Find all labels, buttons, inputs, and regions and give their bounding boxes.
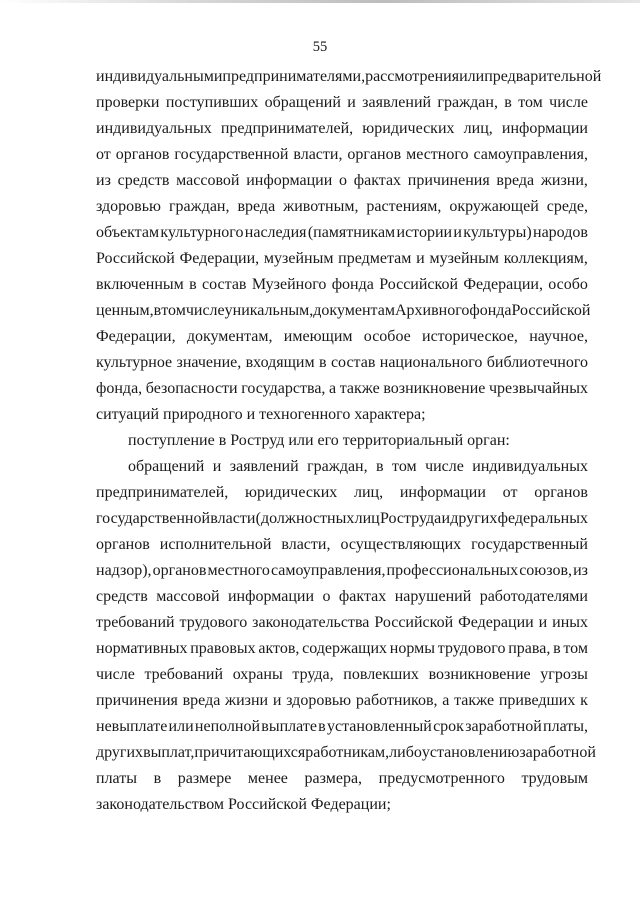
scan-edge xyxy=(0,0,640,3)
word: юридических xyxy=(362,120,455,137)
word: фактах xyxy=(338,588,387,605)
word: работников, xyxy=(355,692,438,709)
text-line xyxy=(96,116,588,142)
word: национального xyxy=(379,354,483,371)
word: работникам, xyxy=(305,744,390,761)
word: трудовым xyxy=(521,770,588,787)
word: фонда, xyxy=(96,380,143,397)
word: осуществляющих xyxy=(340,536,462,553)
word: состав xyxy=(330,354,376,371)
word: информации xyxy=(399,484,486,501)
text-line xyxy=(96,90,588,116)
page-number: 55 xyxy=(312,39,328,55)
word: либо xyxy=(389,744,422,761)
word: рассмотрения xyxy=(365,68,460,85)
word: органов xyxy=(96,536,150,553)
word: нарушений xyxy=(394,588,472,605)
word: фонда xyxy=(331,276,374,293)
word: Российской xyxy=(96,250,175,267)
word: территориальный xyxy=(342,432,464,449)
word: фактах xyxy=(353,172,402,189)
word: техногенного xyxy=(259,406,351,423)
word: музейным xyxy=(263,250,334,267)
text-line xyxy=(96,766,588,792)
word: значение, xyxy=(176,354,242,371)
text-line xyxy=(96,428,588,454)
word: государственной xyxy=(96,510,211,527)
word: и xyxy=(453,224,462,241)
word: работодателями xyxy=(479,588,588,605)
word: органов xyxy=(152,562,207,579)
word: поступивших xyxy=(165,94,259,111)
word: (памятникам xyxy=(307,224,396,241)
word: власти xyxy=(210,510,256,527)
word: поступление xyxy=(128,432,215,449)
word: вреда xyxy=(237,198,276,215)
word: в xyxy=(376,458,384,475)
word: числе xyxy=(425,458,464,475)
word: особое xyxy=(363,328,411,345)
word: исполнительной xyxy=(159,536,272,553)
word: народов xyxy=(533,224,588,241)
word: Российской xyxy=(228,796,307,813)
word: Российской xyxy=(374,614,454,631)
word: массовой xyxy=(176,172,240,189)
word: том xyxy=(392,458,417,475)
word: о xyxy=(322,588,331,605)
word: имеющим xyxy=(283,328,353,345)
word: наследия xyxy=(244,224,307,241)
word: или xyxy=(168,718,194,735)
word: союзов, xyxy=(519,562,573,579)
word: в xyxy=(319,354,327,371)
word: средств xyxy=(96,588,148,605)
body-text xyxy=(96,64,602,818)
word: других xyxy=(450,510,498,527)
word: самоуправления, xyxy=(270,562,386,579)
word: ценным, xyxy=(96,302,154,319)
text-line xyxy=(96,298,591,324)
word: нормативных xyxy=(96,640,188,657)
word: профессиональных xyxy=(386,562,519,579)
word: в xyxy=(189,276,197,293)
word: особо xyxy=(548,276,588,293)
word: Федерации, xyxy=(96,328,176,345)
word: лиц, xyxy=(354,484,384,501)
word: Роструд xyxy=(230,432,285,449)
word: в xyxy=(318,718,326,735)
text-line xyxy=(96,636,588,662)
word: требований xyxy=(144,666,224,683)
word: власти, xyxy=(293,146,343,163)
word: вреда xyxy=(496,172,535,189)
text-line xyxy=(96,558,588,584)
word: безопасности xyxy=(145,380,238,397)
word: местного xyxy=(406,146,469,163)
word: объектам xyxy=(96,224,160,241)
word: граждан, xyxy=(437,94,498,111)
word: индивидуальных xyxy=(472,458,588,475)
text-line xyxy=(96,272,588,298)
word: числе xyxy=(185,302,225,319)
text-line xyxy=(96,350,588,376)
word: предпринимателями, xyxy=(222,68,366,85)
word: правовых xyxy=(190,640,256,657)
word: к xyxy=(580,692,588,709)
word: и xyxy=(416,250,425,267)
word: его xyxy=(317,432,339,449)
text-line xyxy=(96,610,588,636)
word: культуры) xyxy=(463,224,532,241)
word: обращений xyxy=(128,458,205,475)
word: историческое, xyxy=(422,328,518,345)
word: информации xyxy=(246,172,333,189)
word: размере xyxy=(177,770,232,787)
text-line xyxy=(96,480,588,506)
word: федеральных xyxy=(497,510,588,527)
word: права, xyxy=(508,640,551,657)
word: иных xyxy=(552,614,588,631)
word: причинения xyxy=(96,692,178,709)
word: охраны xyxy=(232,666,283,683)
text-line xyxy=(96,688,588,714)
word: том xyxy=(518,94,543,111)
word: жизни xyxy=(225,692,269,709)
word: характера; xyxy=(354,406,426,423)
word: законодательством xyxy=(96,796,225,813)
text-line xyxy=(96,168,588,194)
word: Федерации, xyxy=(179,250,260,267)
word: из xyxy=(573,562,588,579)
word: предпринимателей, xyxy=(220,120,354,137)
word: требований xyxy=(96,614,175,631)
word: установлению xyxy=(421,744,520,761)
word: органов xyxy=(115,146,170,163)
word: обращений xyxy=(264,94,341,111)
word: включенным xyxy=(96,276,184,293)
word: ситуаций xyxy=(96,406,160,423)
word: заработной xyxy=(519,744,596,761)
word: Российской xyxy=(379,276,459,293)
word: и xyxy=(441,510,451,527)
word: чрезвычайных xyxy=(488,380,588,397)
word: возникновение xyxy=(383,380,486,397)
word: средств xyxy=(117,172,170,189)
word: нормы xyxy=(389,640,435,657)
text-line xyxy=(96,506,588,532)
text-line xyxy=(96,142,588,168)
word: орган: xyxy=(467,432,510,449)
word: срок xyxy=(433,718,464,735)
word: выплат, xyxy=(143,744,195,761)
word: приведших xyxy=(498,692,576,709)
word: в xyxy=(218,432,227,449)
word: библиотечного xyxy=(486,354,588,371)
word: истории xyxy=(396,224,453,241)
word: также xyxy=(339,380,380,397)
word: окружающей xyxy=(449,198,539,215)
word: фонда xyxy=(469,302,512,319)
word: Роструда xyxy=(379,510,442,527)
word: лиц, xyxy=(463,120,493,137)
text-line xyxy=(96,246,588,272)
word: индивидуальных xyxy=(96,120,212,137)
word: документам xyxy=(313,302,395,319)
word: заявлений xyxy=(362,94,432,111)
word: и xyxy=(212,458,222,475)
text-line xyxy=(96,662,588,688)
word: заявлений xyxy=(229,458,299,475)
word: граждан, xyxy=(307,458,368,475)
word: в xyxy=(553,640,561,657)
word: из xyxy=(96,172,111,189)
text-line xyxy=(96,532,588,558)
word: животным, xyxy=(283,198,359,215)
word: и xyxy=(347,94,356,111)
word: и xyxy=(538,614,548,631)
word: причинения xyxy=(407,172,490,189)
word: культурное xyxy=(96,354,173,371)
word: Архивного xyxy=(394,302,470,319)
word: предметам xyxy=(338,250,412,267)
text-line xyxy=(96,194,588,220)
word: и xyxy=(272,692,282,709)
word: установленный xyxy=(326,718,432,735)
text-line xyxy=(96,714,588,740)
word: здоровью xyxy=(96,198,161,215)
text-line xyxy=(96,324,588,350)
word: входящим xyxy=(245,354,315,371)
word: возникновение xyxy=(428,666,531,683)
text-line xyxy=(96,584,588,610)
word: органов xyxy=(347,146,402,163)
word: Федерации, xyxy=(463,276,543,293)
text-line xyxy=(96,64,602,90)
word: документам, xyxy=(186,328,273,345)
word: государства, xyxy=(241,380,326,397)
word: числе xyxy=(96,666,135,683)
text-line xyxy=(96,792,588,818)
word: информации xyxy=(227,588,315,605)
word: уникальным, xyxy=(224,302,314,319)
word: неполной xyxy=(194,718,261,735)
word: трудового xyxy=(179,614,248,631)
word: информации xyxy=(501,120,588,137)
word: труда, xyxy=(292,666,334,683)
word: природного xyxy=(163,406,243,423)
word: платы, xyxy=(543,718,588,735)
word: юридических xyxy=(245,484,338,501)
word: научное, xyxy=(529,328,588,345)
word: законодательства xyxy=(252,614,370,631)
text-line xyxy=(96,376,588,402)
word: проверки xyxy=(96,94,160,111)
text-line xyxy=(96,740,596,766)
word: повлекших xyxy=(343,666,419,683)
word: государственный xyxy=(471,536,588,553)
word: угрозы xyxy=(540,666,588,683)
word: предпринимателей, xyxy=(96,484,229,501)
word: заработной xyxy=(465,718,542,735)
word: причитающихся xyxy=(194,744,306,761)
text-line xyxy=(96,402,588,428)
text-line xyxy=(96,454,588,480)
word: числе xyxy=(549,94,588,111)
word: жизни, xyxy=(540,172,588,189)
word: выплате xyxy=(261,718,317,735)
word: самоуправления, xyxy=(473,146,588,163)
word: власти, xyxy=(281,536,331,553)
word: других xyxy=(96,744,144,761)
word: или xyxy=(459,68,485,85)
word: размера, xyxy=(304,770,363,787)
word: трудового xyxy=(437,640,506,657)
word: массовой xyxy=(156,588,220,605)
word: среде, xyxy=(546,198,588,215)
word: а xyxy=(329,380,337,397)
word: индивидуальными xyxy=(96,68,223,85)
word: менее xyxy=(247,770,288,787)
word: здоровью xyxy=(286,692,352,709)
word: актов, xyxy=(258,640,300,657)
word: лиц xyxy=(354,510,380,527)
word: Музейного xyxy=(251,276,327,293)
word: Российской xyxy=(511,302,591,319)
word: надзор), xyxy=(96,562,152,579)
word: невыплате xyxy=(96,718,168,735)
word: (должностных xyxy=(255,510,355,527)
word: музейным xyxy=(429,250,499,267)
word: граждан, xyxy=(168,198,230,215)
word: а xyxy=(442,692,450,709)
word: том xyxy=(161,302,186,319)
word: том xyxy=(563,640,588,657)
word: в xyxy=(153,770,162,787)
text-line xyxy=(96,220,588,246)
word: местного xyxy=(207,562,270,579)
word: в xyxy=(153,302,162,319)
word: Федерации xyxy=(458,614,534,631)
word: и xyxy=(246,406,256,423)
word: содержащих xyxy=(302,640,388,657)
word: платы xyxy=(96,770,137,787)
word: от xyxy=(502,484,518,501)
word: государственной xyxy=(174,146,289,163)
word: Федерации; xyxy=(310,796,391,813)
word: предусмотренного xyxy=(378,770,505,787)
word: также xyxy=(454,692,495,709)
word: предварительной xyxy=(484,68,602,85)
word: о xyxy=(339,172,347,189)
word: культурного xyxy=(160,224,244,241)
word: от xyxy=(96,146,111,163)
word: состав xyxy=(202,276,247,293)
word: или xyxy=(288,432,314,449)
word: органов xyxy=(534,484,588,501)
word: растениям, xyxy=(366,198,442,215)
word: вреда xyxy=(182,692,221,709)
word: коллекциям, xyxy=(503,250,588,267)
word: в xyxy=(504,94,512,111)
